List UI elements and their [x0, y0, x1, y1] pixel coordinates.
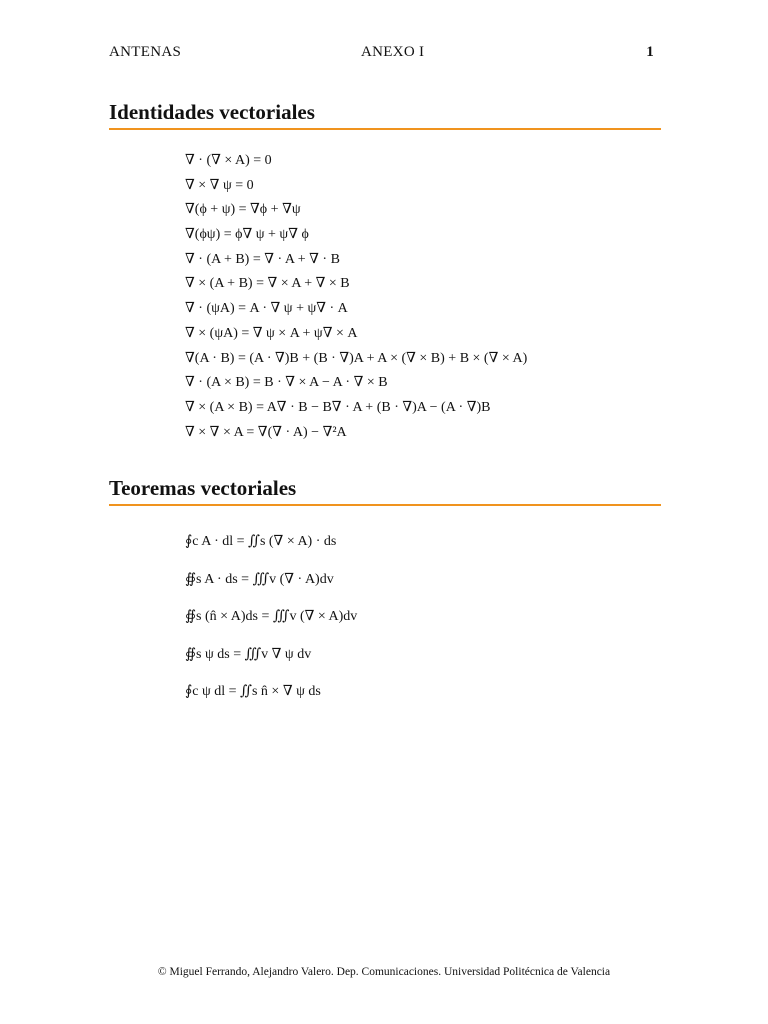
equation: ∇ × ∇ ψ = 0 [185, 177, 254, 193]
equation: ∯s (n̂ × A)ds = ∭v (∇ × A)dv [185, 609, 358, 624]
equation: ∇ × (A + B) = ∇ × A + ∇ × B [185, 276, 350, 292]
equation: ∇ × (A × B) = A∇ · B − B∇ · A + (B · ∇)A − (A · ∇)B [185, 399, 491, 415]
equation: ∮c ψ dl = ∬s n̂ × ∇ ψ ds [185, 684, 321, 699]
equation: ∇ · (A × B) = B · ∇ × A − A · ∇ × B [185, 375, 388, 391]
equation: ∇ · (∇ × A) = 0 [185, 153, 272, 168]
equation: ∇ × (ψA) = ∇ ψ × A + ψ∇ × A [185, 325, 358, 341]
section-title-theorems: Teoremas vectoriales [109, 476, 661, 506]
theorems-equation-list [185, 523, 357, 711]
equation: ∇ × ∇ × A = ∇(∇ · A) − ∇²A [185, 424, 347, 440]
section-title-identities: Identidades vectoriales [109, 100, 661, 130]
identities-equation-list [185, 149, 527, 445]
equation: ∇ · (ψA) = A · ∇ ψ + ψ∇ · A [185, 301, 348, 317]
equation: ∇(ϕ + ψ) = ∇ϕ + ∇ψ [185, 202, 301, 218]
equation: ∇(A · B) = (A · ∇)B + (B · ∇)A + A × (∇ × B) + B × (∇ × A) [185, 350, 528, 366]
equation: ∯s A · ds = ∭v (∇ · A)dv [185, 571, 334, 587]
equation: ∇(ϕψ) = ϕ∇ ψ + ψ∇ ϕ [185, 227, 309, 243]
header-annex: ANEXO I [361, 44, 425, 60]
page-number: 1 [646, 44, 654, 60]
equation: ∯s ψ ds = ∭v ∇ ψ dv [185, 646, 312, 662]
equation: ∮c A · dl = ∬s (∇ × A) · ds [185, 534, 337, 549]
header-course: ANTENAS [109, 44, 182, 60]
equation: ∇ · (A + B) = ∇ · A + ∇ · B [185, 251, 340, 267]
footer-copyright: © Miguel Ferrando, Alejandro Valero. Dep. Comunicaciones. Universidad Politécnica de Valencia [157, 966, 611, 978]
